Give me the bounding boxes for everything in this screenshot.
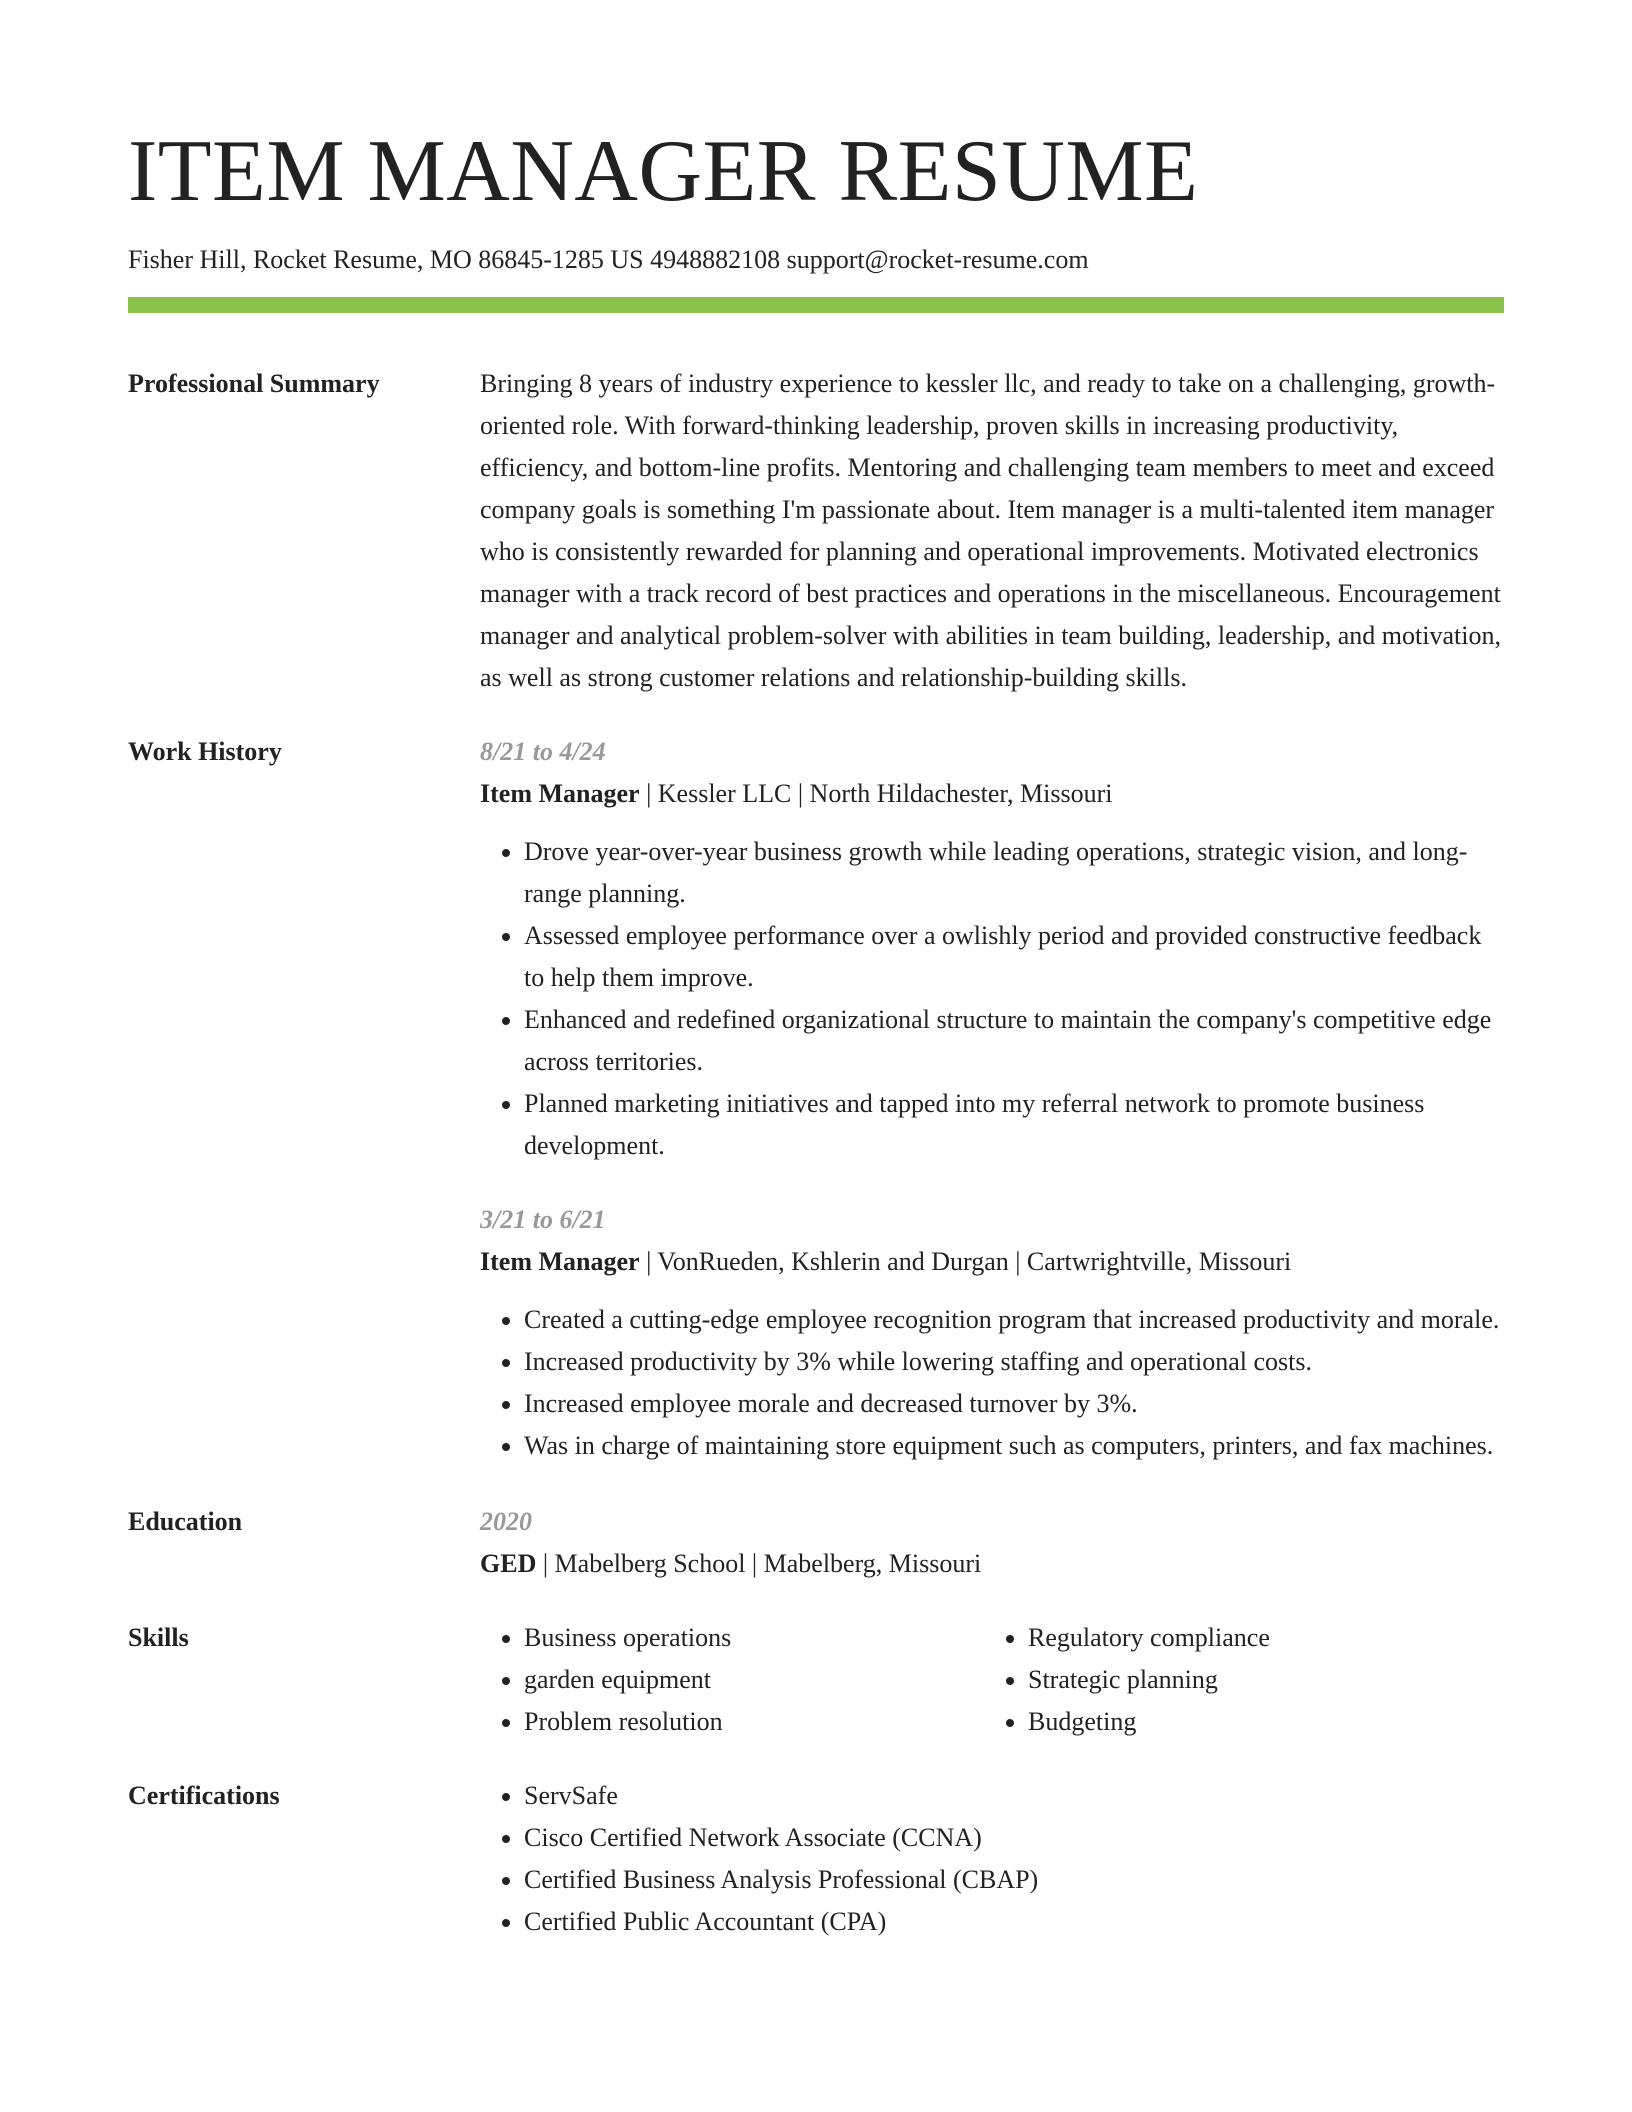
skill-item: • Budgeting — [1028, 1701, 1488, 1743]
job-dates: 3/21 to 6/21 — [480, 1205, 606, 1235]
job-role: Item Manager — [480, 779, 640, 809]
skill-item: • garden equipment — [524, 1659, 984, 1701]
certifications-body — [480, 1775, 1504, 1943]
job-bullet: • Assessed employee performance over a owlishly period and provided constructive feedback to help them improve. — [524, 915, 1504, 999]
skills-label: Skills — [128, 1623, 189, 1653]
skill-item: • Strategic planning — [1028, 1659, 1488, 1701]
job-bullet: • Increased productivity by 3% while lowering staffing and operational costs. — [524, 1341, 1504, 1383]
summary-text: Bringing 8 years of industry experience to kessler llc, and ready to take on a challenging, growth-oriented role. With forward-thinking leadership, proven skills in increasing productivity, efficiency, and bottom-line profits. Mentoring and challenging team members to meet and exceed company goals is something I'm passionate about. Item manager is a multi-talented item manager who is consistently rewarded for planning and operational improvements. Motivated electronics manager with a track record of best practices and operations in the miscellaneous. Encouragement manager and analytical problem-solver with abilities in team building, leadership, and motivation, as well as strong customer relations and relationship-building skills. — [480, 369, 1501, 693]
job-bullet: • Increased employee morale and decreased turnover by 3%. — [524, 1383, 1504, 1425]
certifications-label: Certifications — [128, 1781, 280, 1811]
education-details: | Mabelberg School | Mabelberg, Missouri — [536, 1549, 982, 1579]
job-bullet: • Was in charge of maintaining store equipment such as computers, printers, and fax machines. — [524, 1425, 1504, 1467]
job-details: | Kessler LLC | North Hildachester, Missouri — [639, 779, 1113, 809]
certification-item: • Certified Business Analysis Professional (CBAP) — [524, 1859, 1504, 1901]
certification-item: • ServSafe — [524, 1775, 1504, 1817]
summary-section — [128, 363, 1504, 699]
skill-item: • Business operations — [524, 1617, 984, 1659]
education-line — [480, 1543, 1504, 1585]
education-label: Education — [128, 1507, 243, 1537]
skill-item: • Problem resolution — [524, 1701, 984, 1743]
certification-item: • Certified Public Accountant (CPA) — [524, 1901, 1504, 1943]
resume-title: ITEM MANAGER RESUME — [128, 123, 1199, 220]
skills-column — [984, 1617, 1488, 1743]
education-degree: GED — [480, 1549, 537, 1579]
job-details: | VonRueden, Kshlerin and Durgan | Cartwrightville, Missouri — [639, 1247, 1292, 1277]
job-role: Item Manager — [480, 1247, 640, 1277]
work-history-section — [128, 731, 1504, 1467]
work-history-body — [480, 731, 1504, 1467]
work-history-label: Work History — [128, 737, 282, 767]
contact-line: Fisher Hill, Rocket Resume, MO 86845-1285 US 4948882108 support@rocket-resume.com — [128, 245, 1089, 274]
job-entry — [480, 731, 1504, 1167]
job-bullet: • Drove year-over-year business growth while leading operations, strategic vision, and long-range planning. — [524, 831, 1504, 915]
certifications-section — [128, 1775, 1504, 1943]
job-bullets — [480, 831, 1504, 1167]
education-section — [128, 1501, 1504, 1585]
job-bullet: • Planned marketing initiatives and tapped into my referral network to promote business development. — [524, 1083, 1504, 1167]
education-year: 2020 — [480, 1507, 532, 1537]
skills-grid — [480, 1617, 1504, 1743]
skills-body — [480, 1617, 1504, 1743]
skills-column — [480, 1617, 984, 1743]
job-title-line — [480, 773, 1504, 815]
certification-item: • Cisco Certified Network Associate (CCNA) — [524, 1817, 1504, 1859]
skill-item: • Regulatory compliance — [1028, 1617, 1488, 1659]
skills-section — [128, 1617, 1504, 1743]
job-bullet: • Created a cutting-edge employee recognition program that increased productivity and morale. — [524, 1299, 1504, 1341]
job-bullets — [480, 1299, 1504, 1467]
education-body — [480, 1501, 1504, 1585]
job-dates: 8/21 to 4/24 — [480, 737, 606, 767]
summary-label: Professional Summary — [128, 369, 380, 399]
job-entry — [480, 1199, 1504, 1467]
job-bullet: • Enhanced and redefined organizational structure to maintain the company's competitive edge across territories. — [524, 999, 1504, 1083]
job-title-line — [480, 1241, 1504, 1283]
certifications-list — [480, 1775, 1504, 1943]
header-divider — [128, 297, 1504, 313]
